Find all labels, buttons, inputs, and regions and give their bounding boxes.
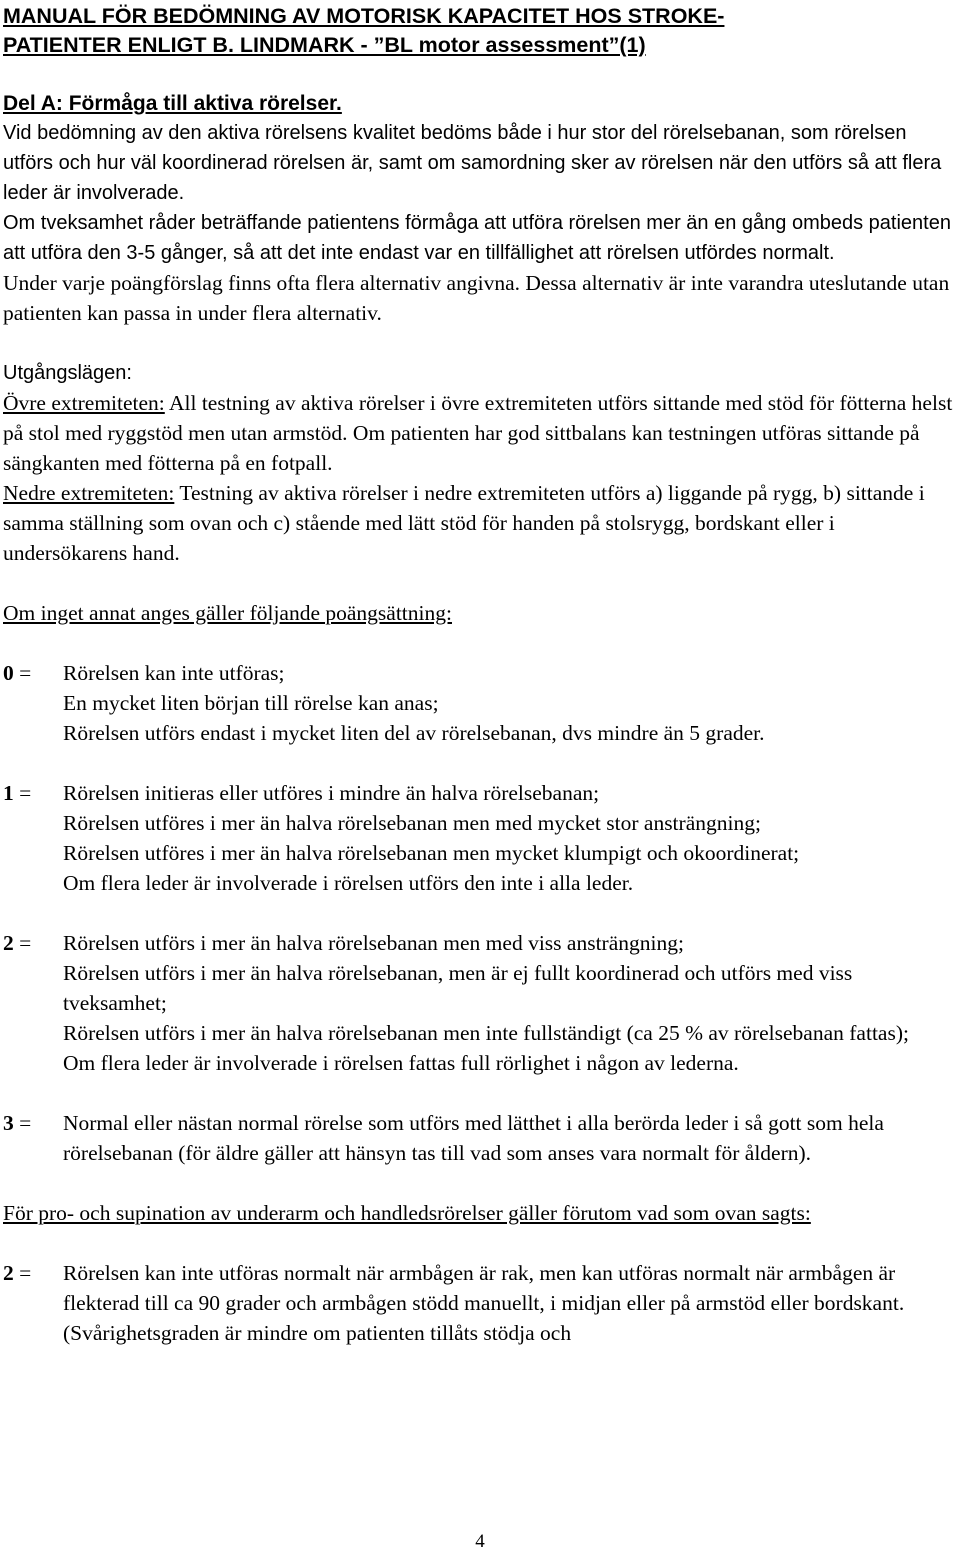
score-description-line: Rörelsen kan inte utföras normalt när armbågen är rak, men kan utföras normalt när armbågen är flekterad till ca 90 grader och armbågen stödd manuellt, i midjan eller på armstöd eller bordskant.(Svårighetsgraden är mindre om patienten tillåts stödja och bbox=[63, 1261, 905, 1345]
starting-positions-heading: Utgångslägen: bbox=[3, 362, 132, 384]
part-a-paragraph-2: Om tveksamhet råder beträffande patientens förmåga att utföra rörelsen mer än en gång ombeds patienten att utföra den 3-5 gånger, så att det inte endast var en tillfällighet att rörelsen utfördes normalt. bbox=[3, 212, 951, 264]
scoring-heading: Om inget annat anges gäller följande poängsättning: bbox=[3, 601, 452, 625]
score-description-line: Rörelsen utförs i mer än halva rörelsebanan men med viss ansträngning; bbox=[63, 931, 684, 955]
score-value bbox=[3, 1258, 63, 1348]
score-description-line: Om flera leder är involverade i rörelsen utförs den inte i alla leder. bbox=[63, 871, 634, 895]
score-item bbox=[3, 1258, 958, 1348]
spacer bbox=[3, 1228, 958, 1258]
upper-extremity-paragraph bbox=[3, 388, 958, 478]
score-description-line: Normal eller nästan normal rörelse som utförs med lätthet i alla berörda leder i så gott som hela rörelsebanan (för äldre gäller att hänsyn tas till vad som anses vara normalt för åldern). bbox=[63, 1111, 884, 1165]
spacer bbox=[3, 898, 958, 928]
score-value bbox=[3, 1108, 63, 1168]
score-description-line: Rörelsen kan inte utföras; bbox=[63, 661, 285, 685]
score-description-line: Rörelsen utföres i mer än halva rörelsebanan men med mycket stor ansträngning; bbox=[63, 811, 761, 835]
document-title-line-2: PATIENTER ENLIGT B. LINDMARK - ”BL motor assessment”(1) bbox=[3, 33, 646, 57]
score-equals: = bbox=[13, 1111, 32, 1135]
scoring-list bbox=[3, 658, 958, 1198]
score-description-line: Rörelsen utförs endast i mycket liten del av rörelsebanan, dvs mindre än 5 grader. bbox=[63, 721, 765, 745]
score-description bbox=[63, 1108, 958, 1168]
score-description-line: Rörelsen utförs i mer än halva rörelsebanan men inte fullständigt (ca 25 % av rörelsebanan fattas); bbox=[63, 1021, 909, 1045]
part-a-heading: Del A: Förmåga till aktiva rörelser. bbox=[3, 92, 342, 115]
score-item bbox=[3, 658, 958, 748]
score-description-line: Rörelsen utförs i mer än halva rörelsebanan, men är ej fullt koordinerad och utförs med viss tveksamhet; bbox=[63, 961, 853, 1015]
score-number: 2 bbox=[3, 931, 14, 955]
score-equals: = bbox=[13, 661, 32, 685]
spacer bbox=[3, 1078, 958, 1108]
spacer bbox=[3, 1348, 958, 1378]
spacer bbox=[3, 60, 958, 89]
score-equals: = bbox=[13, 1261, 32, 1285]
part-a-paragraph-3: Under varje poängförslag finns ofta flera alternativ angivna. Dessa alternativ är inte varandra uteslutande utan patienten kan passa in under flera alternativ. bbox=[3, 271, 950, 325]
document-page bbox=[3, 0, 958, 1378]
spacer bbox=[3, 1168, 958, 1198]
upper-extremity-label: Övre extremiteten: bbox=[3, 391, 165, 415]
score-equals: = bbox=[13, 931, 32, 955]
spacer bbox=[3, 328, 958, 358]
score-number: 3 bbox=[3, 1111, 14, 1135]
pro-supination-list bbox=[3, 1258, 958, 1378]
score-number: 1 bbox=[3, 781, 14, 805]
score-description-line: Om flera leder är involverade i rörelsen fattas full rörlighet i någon av lederna. bbox=[63, 1051, 739, 1075]
score-description bbox=[63, 778, 958, 898]
lower-extremity-label: Nedre extremiteten: bbox=[3, 481, 175, 505]
score-item bbox=[3, 778, 958, 898]
document-title bbox=[3, 2, 958, 60]
spacer bbox=[3, 748, 958, 778]
score-equals: = bbox=[13, 781, 32, 805]
page-number: 4 bbox=[475, 1531, 485, 1552]
score-description-line: Rörelsen utföres i mer än halva rörelsebanan men mycket klumpigt och okoordinerat; bbox=[63, 841, 800, 865]
upper-extremity-text: All testning av aktiva rörelser i övre extremiteten utförs sittande med stöd för fötterna helst på stol med ryggstöd men utan armstöd. Om patienten har god sittbalans kan testningen utföras sittande på sängkanten med fötterna på en fotpall. bbox=[3, 391, 953, 475]
score-description-line: En mycket liten början till rörelse kan anas; bbox=[63, 691, 439, 715]
score-description bbox=[63, 658, 958, 748]
spacer bbox=[3, 628, 958, 658]
score-number: 2 bbox=[3, 1261, 14, 1285]
score-value bbox=[3, 658, 63, 748]
score-number: 0 bbox=[3, 661, 14, 685]
score-description bbox=[63, 1258, 958, 1348]
score-description bbox=[63, 928, 958, 1078]
lower-extremity-paragraph bbox=[3, 478, 958, 568]
score-description-line: Rörelsen initieras eller utföres i mindre än halva rörelsebanan; bbox=[63, 781, 600, 805]
lower-extremity-text: Testning av aktiva rörelser i nedre extremiteten utförs a) liggande på rygg, b) sittande i samma ställning som ovan och c) stående med lätt stöd för handen på stolsrygg, bordskant eller i undersökarens hand. bbox=[3, 481, 925, 565]
pro-supination-heading: För pro- och supination av underarm och handledsrörelser gäller förutom vad som ovan sagts: bbox=[3, 1201, 811, 1225]
score-value bbox=[3, 778, 63, 898]
score-value bbox=[3, 928, 63, 1078]
score-item bbox=[3, 1108, 958, 1168]
score-item bbox=[3, 928, 958, 1078]
document-title-line-1: MANUAL FÖR BEDÖMNING AV MOTORISK KAPACITET HOS STROKE- bbox=[3, 4, 725, 28]
spacer bbox=[3, 568, 958, 598]
part-a-paragraph-1: Vid bedömning av den aktiva rörelsens kvalitet bedöms både i hur stor del rörelsebanan, som rörelsen utförs och hur väl koordinerad rörelsen är, samt om samordning sker av rörelsen när den utförs så att flera leder är involverade. bbox=[3, 122, 942, 204]
